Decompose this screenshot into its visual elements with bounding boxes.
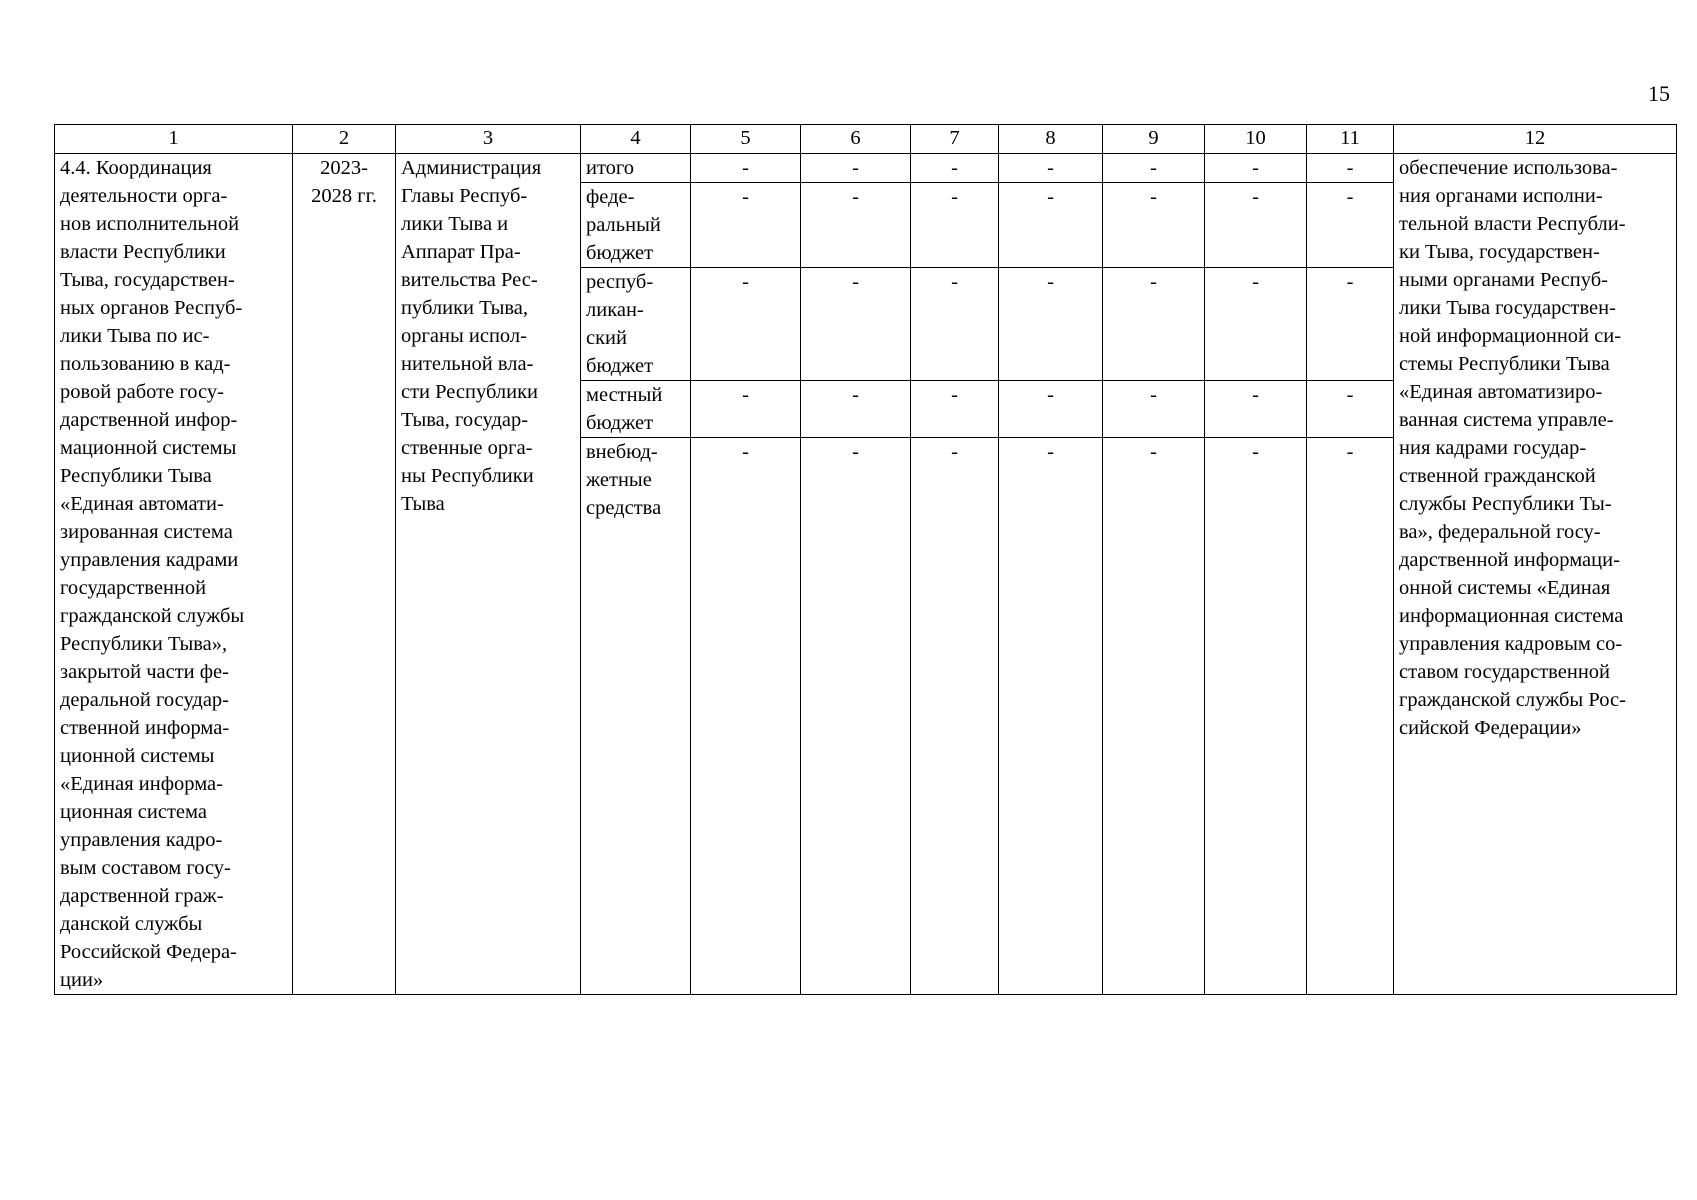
funding-value-cell: - [1307,438,1394,995]
column-number-row [55,125,1677,154]
funding-value-cell: - [691,154,801,183]
funding-value-cell: - [801,154,911,183]
column-number-header: 2 [293,125,396,154]
funding-value-cell: - [691,381,801,438]
column-number-header: 12 [1394,125,1677,154]
funding-source-cell: феде- ральный бюджет [581,183,691,268]
funding-value-cell: - [691,268,801,381]
funding-value-cell: - [1307,268,1394,381]
column-number-header: 6 [801,125,911,154]
funding-value-cell: - [999,438,1103,995]
funding-source-cell: респуб- ликан- ский бюджет [581,268,691,381]
funding-value-cell: - [801,268,911,381]
funding-value-cell: - [1307,381,1394,438]
funding-value-cell: - [911,183,999,268]
funding-value-cell: - [691,438,801,995]
funding-value-cell: - [1205,381,1307,438]
funding-value-cell: - [999,154,1103,183]
funding-value-cell: - [999,381,1103,438]
funding-value-cell: - [1103,381,1205,438]
activity-description-cell: 4.4. Координация деятельности орга- нов исполнительной власти Республики Тыва, государствен- ных органов Респуб- лики Тыва по ис- пользованию в кад- ровой работе госу- дарственной инфор- мационной системы Республики Тыва «Единая автомати- зированная система управления кадрами государственной гражданской службы Республики Тыва», закрытой части фе- деральной государ- ственной информа- ционной системы «Единая информа- ционная система управления кадро- вым составом госу- дарственной граж- данской службы Российской Федера- ции» [55,154,293,995]
page-number: 15 [1648,81,1670,106]
funding-value-cell: - [1307,183,1394,268]
funding-value-cell: - [999,268,1103,381]
column-number-header: 8 [999,125,1103,154]
column-number-header: 9 [1103,125,1205,154]
funding-value-cell: - [1205,268,1307,381]
funding-value-cell: - [1307,154,1394,183]
funding-source-cell: внебюд- жетные средства [581,438,691,995]
expected-result-cell: обеспечение использова- ния органами исполни- тельной власти Республи- ки Тыва, государствен- ными органами Респуб- лики Тыва государствен- ной информационной си- стемы Республики Тыва «Единая автоматизиро- ванная система управле- ния кадрами государ- ственной гражданской службы Республики Ты- ва», федеральной госу- дарственной информаци- онной системы «Единая информационная система управления кадровым со- ставом государственной гражданской службы Рос- сийской Федерации» [1394,154,1677,995]
column-number-header: 10 [1205,125,1307,154]
funding-value-cell: - [691,183,801,268]
funding-source-cell: итого [581,154,691,183]
column-number-header: 4 [581,125,691,154]
funding-value-cell: - [801,438,911,995]
funding-value-cell: - [911,438,999,995]
period-cell: 2023- 2028 гг. [293,154,396,995]
funding-value-cell: - [1205,183,1307,268]
column-number-header: 5 [691,125,801,154]
funding-value-cell: - [1103,154,1205,183]
funding-value-cell: - [801,183,911,268]
column-number-header: 1 [55,125,293,154]
column-number-header: 11 [1307,125,1394,154]
table-row [55,154,1677,183]
column-number-header: 7 [911,125,999,154]
executor-cell: Администрация Главы Респуб- лики Тыва и Аппарат Пра- вительства Рес- публики Тыва, органы испол- нительной вла- сти Республики Тыва, государ- ственные орга- ны Республики Тыва [396,154,581,995]
funding-value-cell: - [801,381,911,438]
funding-value-cell: - [911,154,999,183]
funding-value-cell: - [911,381,999,438]
funding-value-cell: - [1205,154,1307,183]
funding-value-cell: - [1205,438,1307,995]
funding-value-cell: - [1103,438,1205,995]
funding-value-cell: - [911,268,999,381]
program-activities-table [54,124,1677,995]
funding-source-cell: местный бюджет [581,381,691,438]
funding-value-cell: - [1103,268,1205,381]
funding-value-cell: - [1103,183,1205,268]
funding-value-cell: - [999,183,1103,268]
column-number-header: 3 [396,125,581,154]
